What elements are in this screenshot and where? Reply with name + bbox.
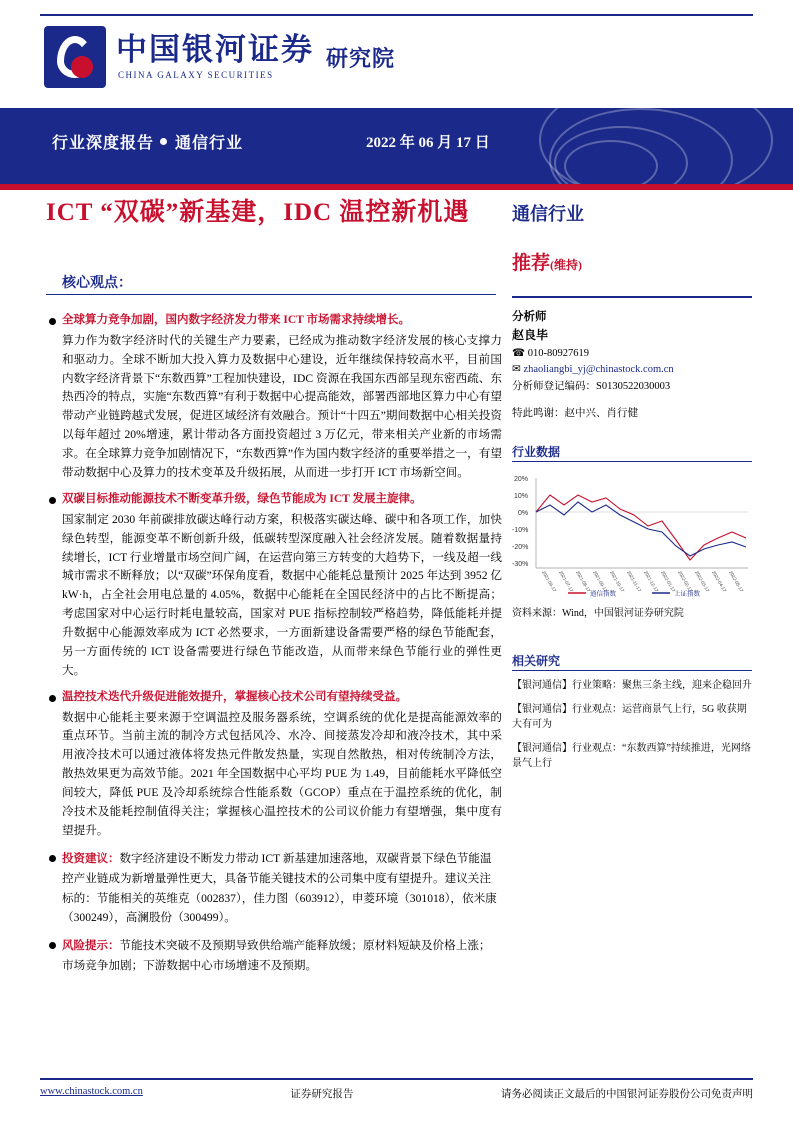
point-lead: 全球算力竞争加剧，国内数字经济发力带来 ICT 市场需求持续增长。	[62, 314, 410, 326]
rating-badge	[512, 248, 757, 275]
swirl-decoration-icon	[564, 140, 658, 184]
footer-doc-type: 证券研究报告	[290, 1089, 354, 1100]
analyst-thanks: 特此鸣谢：赵中兴、肖行健	[512, 407, 638, 419]
point-body: 数字经济建设不断发力带动 ICT 新基建加速落地，双碳背景下绿色节能温控产业链成为新增量弹性更大，具备节能关键技术的公司集中度有望提升。建议关注标的：节能相关的英维克（002837），佳力图（603912），申菱环境（301018），依米康（300249），高澜股份（300499）。	[62, 851, 497, 925]
chart-svg	[512, 468, 752, 598]
list-item[interactable]: 【银河通信】行业观点：“东数西算”持续推进，光网络景气上行	[512, 742, 751, 769]
svg-text:10%: 10%	[514, 493, 529, 500]
svg-text:2022-04-17: 2022-04-17	[711, 570, 728, 593]
analyst-heading: 分析师	[512, 311, 547, 323]
related-research-divider	[512, 670, 752, 671]
band-dot-icon	[160, 138, 167, 145]
phone-icon: ☎	[512, 347, 526, 359]
analyst-phone-row	[512, 346, 757, 363]
svg-text:20%: 20%	[514, 476, 529, 483]
industry-data-divider	[512, 461, 752, 462]
rating-block	[512, 200, 757, 275]
rating-divider	[512, 296, 752, 298]
core-view-heading: 核心观点：	[62, 276, 132, 291]
top-divider	[40, 14, 753, 16]
rating-value: 推荐	[512, 253, 551, 274]
footer-divider	[40, 1078, 753, 1080]
svg-text:-20%: -20%	[512, 544, 529, 551]
industry-index-chart	[512, 468, 752, 598]
list-item	[46, 491, 502, 681]
list-item	[46, 936, 502, 976]
svg-text:2021-09-17: 2021-09-17	[592, 570, 609, 593]
svg-text:上证指数: 上证指数	[674, 590, 700, 598]
analyst-block	[512, 308, 757, 423]
point-body: 国家制定 2030 年前碳排放碳达峰行动方案，积极落实碳达峰、碳中和各项工作，加快绿色转型，能源变革不断创新升级，低碳转型深度融入社会经济发展。随着数据量持续增长，ICT 行业增量市场空间广阔，在运营向第三方转变的大趋势下，一线及超一线城市需求不断释放；以“双碳”环保角度看，数据中心能耗总量预计 2025 年达到 3952 亿 kW·h，占全社会用电总量的 4.05%，数据中心能耗在全国民经济中的占比不断提高；考虑国家对中心运行时耗电量较高，国家对 PUE 指标控制较严格趋势，降低能耗并提升数据中心能源效率成为 ICT 必然要求，一方面新建设备需要严格的绿色节能配套，另一方面传统的 ICT 设备需要进行绿色节能改造，从而带来绿色节能行业的弹性更大。	[62, 512, 502, 677]
industry-data-heading: 行业数据	[512, 445, 561, 459]
list-item	[46, 849, 502, 929]
svg-text:2022-01-17: 2022-01-17	[660, 570, 677, 593]
svg-text:2021-07-17: 2021-07-17	[558, 570, 575, 593]
red-rule	[0, 184, 793, 190]
list-item[interactable]: 【银河通信】行业观点：运营商景气上行，5G 收获期大有可为	[512, 703, 747, 730]
industry-label: 通信行业	[512, 204, 584, 224]
brand-header	[44, 26, 395, 88]
galaxy-logo-icon	[44, 26, 106, 88]
company-name-en: CHINA GALAXY SECURITIES	[118, 69, 274, 80]
point-lead: 投资建议：	[62, 852, 120, 865]
point-lead: 温控技术迭代升级促进能效提升，掌握核心技术公司有望持续受益。	[62, 690, 407, 703]
list-item[interactable]: 【银河通信】行业策略：聚焦三条主线，迎来企稳回升	[512, 680, 752, 691]
core-view-body	[46, 304, 502, 976]
footer-website-link[interactable]: www.chinastock.com.cn	[40, 1086, 143, 1097]
svg-text:2021-06-17: 2021-06-17	[541, 570, 558, 593]
mail-icon: ✉	[512, 364, 521, 376]
list-item	[46, 312, 502, 483]
analyst-name: 赵良毕	[512, 328, 549, 343]
svg-text:2022-02-17: 2022-02-17	[677, 570, 694, 593]
band-industry-label: 通信行业	[175, 135, 244, 152]
bullet-icon	[46, 491, 62, 681]
core-view-divider	[46, 294, 496, 295]
svg-text:-10%: -10%	[512, 527, 529, 534]
analyst-license: 分析师登记编码：S0130522030003	[512, 381, 671, 393]
svg-text:通信指数: 通信指数	[590, 590, 616, 598]
analyst-email[interactable]: zhaoliangbi_yj@chinastock.com.cn	[523, 364, 674, 376]
point-body: 节能技术突破不及预期导致供给端产能释放缓；原材料短缺及价格上涨；市场竞争加剧；下游数据中心市场增速不及预期。	[62, 939, 491, 973]
bullet-icon	[46, 849, 62, 929]
list-item	[46, 689, 502, 841]
svg-text:2022-03-17: 2022-03-17	[694, 570, 711, 593]
footer-disclaimer: 请务必阅读正文最后的中国银河证券股份公司免责声明	[501, 1089, 753, 1100]
point-body: 算力作为数字经济时代的关键生产力要素，已经成为推动数字经济发展的核心支撑力和驱动力。全球不断加大投入算力及数据中心建设，近年继续保持较高水平，目前国内数字经济背景下“东数西算”工程加快建设，IDC 资源在我国东西部呈现东密西疏、东热西冷的特点，实施“东数西算”有利于数据中心提高能效，部署西部地区算力中心有望带动产业链跨越式发展，促进区域经济有效融合。预计“十四五”期间数据中心相关投资以每年超过 20%增速，累计带动各方面投资超过 3 万亿元，带来相关产业新的市场需求。在全球算力竞争加剧情况下，“东数西算”作为国内数字经济的重要举措之一，有望带动数据中心及算力的技术变革及升级拓展，从而进一步打开 ICT 市场新空间。	[62, 333, 502, 480]
analyst-email-row	[512, 362, 757, 379]
rating-suffix: (维持)	[550, 258, 583, 272]
report-type-label: 行业深度报告	[52, 135, 155, 152]
svg-text:2021-10-17: 2021-10-17	[609, 570, 626, 593]
bullet-icon	[46, 312, 62, 483]
point-lead: 风险提示：	[62, 940, 120, 953]
title-block	[46, 196, 496, 230]
footer	[40, 1086, 753, 1101]
point-body: 数据中心能耗主要来源于空调温控及服务器系统，空调系统的优化是提高能源效率的重点环节。当前主流的制冷方式包括风冷、水冷、间接蒸发冷却和液冷技术，其中采用液冷技术可以通过液体将发热元件散发热量，实现自然散热，相对传统制冷方法，散热效果更为高效节能。2021 年全国数据中心平均 PUE 为 1.49，目前能耗水平降低空间较大，降低 PUE 及冷却系统综合性能系数（GCOP）重点在于温控系统的优化，制冷技术及能耗控制值得关注；掌握核心温控技术的公司议价能力有望增强，集中度有望提升。	[62, 710, 502, 837]
analyst-phone: 010-80927619	[527, 347, 589, 359]
title-band	[0, 108, 793, 184]
svg-text:2021-08-17: 2021-08-17	[575, 570, 592, 593]
chart-source: 资料来源：Wind，中国银河证券研究院	[512, 608, 684, 619]
svg-text:-30%: -30%	[512, 561, 529, 568]
report-date: 2022 年 06 月 17 日	[366, 135, 490, 151]
company-name-cn: 中国银河证券	[116, 32, 314, 68]
institute-name: 研究院	[326, 45, 396, 71]
related-research-list	[512, 678, 756, 780]
bullet-icon	[46, 936, 62, 976]
svg-text:2021-12-17: 2021-12-17	[643, 570, 660, 593]
band-label	[52, 130, 243, 153]
bullet-icon	[46, 689, 62, 841]
svg-text:0%: 0%	[518, 510, 529, 517]
svg-text:2021-11-17: 2021-11-17	[626, 570, 643, 593]
page-title: ICT “双碳”新基建，IDC 温控新机遇	[46, 199, 470, 226]
related-research-heading: 相关研究	[512, 654, 561, 668]
svg-text:2022-05-17: 2022-05-17	[728, 570, 745, 593]
point-lead: 双碳目标推动能源技术不断变革升级，绿色节能成为 ICT 发展主旋律。	[62, 492, 422, 505]
